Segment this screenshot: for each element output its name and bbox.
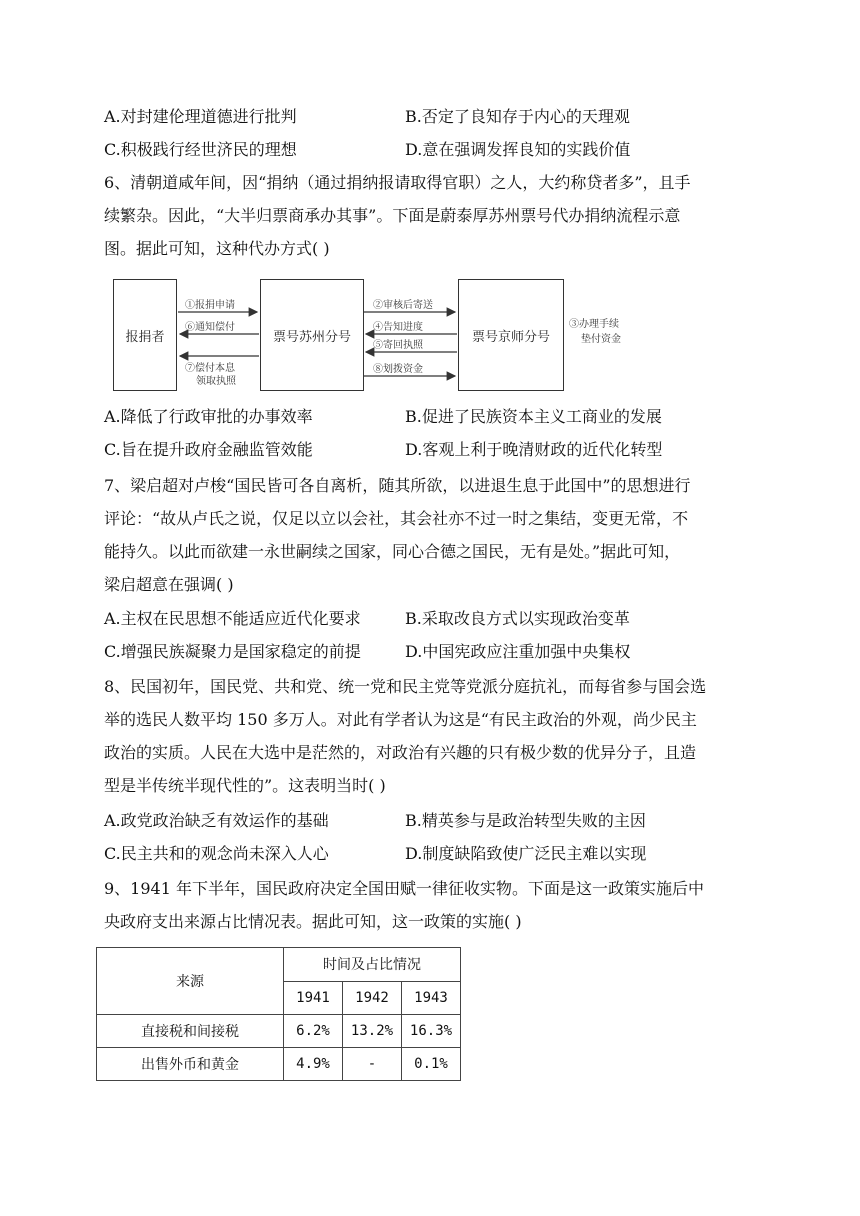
q7-option-a: A.主权在民思想不能适应近代化要求 — [104, 609, 361, 628]
row-label: 出售外币和黄金 — [97, 1048, 284, 1081]
label-step8: ⑧划拨资金 — [373, 364, 423, 375]
q9-stem-line2: 央政府支出来源占比情况表。据此可知，这一政策的实施( ) — [104, 912, 522, 931]
q8-stem-line2: 举的选民人数平均 150 多万人。对此有学者认为这是“有民主政治的外观，尚少民主 — [104, 710, 697, 729]
q8-option-c: C.民主共和的观念尚未深入人心 — [104, 844, 329, 863]
label-step2: ②审核后寄送 — [373, 300, 433, 311]
q7-option-d: D.中国宪政应注重加强中央集权 — [405, 642, 631, 661]
table-header-row — [97, 948, 461, 982]
q6-option-a: A.降低了行政审批的办事效率 — [104, 407, 313, 426]
q7-stem-line2: 评论：“故从卢氏之说，仅足以立以会社，其会社亦不过一时之集结，变更无常，不 — [104, 509, 689, 528]
table-cell: 13.2% — [343, 1015, 402, 1048]
table-cell: 4.9% — [284, 1048, 343, 1081]
q8-option-d: D.制度缺陷致使广泛民主难以实现 — [405, 844, 647, 863]
q9-data-table — [96, 947, 461, 1081]
q8-option-b: B.精英参与是政治转型失败的主因 — [405, 811, 646, 830]
header-source: 来源 — [97, 948, 284, 1015]
header-year-1943: 1943 — [402, 981, 461, 1015]
q7-stem-line4: 梁启超意在强调( ) — [104, 575, 234, 594]
q6-option-c: C.旨在提升政府金融监管效能 — [104, 440, 313, 459]
q6-stem-line1: 6、清朝道咸年间，因“捐纳（通过捐纳报请取得官职）之人，大约称贷者多”，且手 — [104, 173, 691, 192]
q7-option-c: C.增强民族凝聚力是国家稳定的前提 — [104, 642, 361, 661]
label-step7a: ⑦偿付本息 — [185, 363, 235, 374]
q7-stem-line1: 7、梁启超对卢梭“国民皆可各自离析，随其所欲，以进退生息于此国中”的思想进行 — [104, 476, 691, 495]
q5-option-d: D.意在强调发挥良知的实践价值 — [405, 140, 631, 159]
note-step3a: ③办理手续 — [569, 319, 619, 330]
table-cell: 0.1% — [402, 1048, 461, 1081]
header-year-1942: 1942 — [343, 981, 402, 1015]
label-step7b: 领取执照 — [196, 376, 236, 387]
q8-stem-line3: 政治的实质。人民在大选中是茫然的，对政治有兴趣的只有极少数的优异分子，且造 — [104, 743, 697, 762]
box-jingshi-branch: 票号京师分号 — [458, 279, 564, 391]
label-step5: ⑤寄回执照 — [373, 340, 423, 351]
q5-option-c: C.积极践行经世济民的理想 — [104, 140, 297, 159]
q5-option-b: B.否定了良知存于内心的天理观 — [405, 107, 630, 126]
q6-flow-diagram — [103, 276, 663, 396]
q8-option-a: A.政党政治缺乏有效运作的基础 — [104, 811, 329, 830]
q6-stem-line3: 图。据此可知，这种代办方式( ) — [104, 239, 330, 258]
q7-stem-line3: 能持久。以此而欲建一永世嗣续之国家，同心合德之国民，无有是处。”据此可知， — [104, 542, 681, 561]
table-row — [97, 1015, 461, 1048]
header-year-1941: 1941 — [284, 981, 343, 1015]
box-applicant: 报捐者 — [113, 279, 177, 391]
q6-stem-line2: 续繁杂。因此，“大半归票商承办其事”。下面是蔚泰厚苏州票号代办捐纳流程示意 — [104, 206, 681, 225]
table-cell: 16.3% — [402, 1015, 461, 1048]
q8-stem-line4: 型是半传统半现代性的”。这表明当时( ) — [104, 776, 386, 795]
note-step3b: 垫付资金 — [581, 334, 621, 345]
q9-stem-line1: 9、1941 年下半年，国民政府决定全国田赋一律征收实物。下面是这一政策实施后中 — [104, 879, 704, 898]
q6-option-b: B.促进了民族资本主义工商业的发展 — [405, 407, 662, 426]
table-cell: - — [343, 1048, 402, 1081]
q5-option-a: A.对封建伦理道德进行批判 — [104, 107, 297, 126]
table-row — [97, 1048, 461, 1081]
label-step4: ④告知进度 — [373, 322, 423, 333]
header-group: 时间及占比情况 — [284, 948, 461, 982]
q6-option-d: D.客观上利于晚清财政的近代化转型 — [405, 440, 663, 459]
table-cell: 6.2% — [284, 1015, 343, 1048]
q7-option-b: B.采取改良方式以实现政治变革 — [405, 609, 630, 628]
box-suzhou-branch: 票号苏州分号 — [260, 279, 364, 391]
label-step1: ①报捐申请 — [185, 300, 235, 311]
row-label: 直接税和间接税 — [97, 1015, 284, 1048]
q8-stem-line1: 8、民国初年，国民党、共和党、统一党和民主党等党派分庭抗礼，而每省参与国会选 — [104, 677, 707, 696]
label-step6: ⑥通知偿付 — [185, 322, 235, 333]
